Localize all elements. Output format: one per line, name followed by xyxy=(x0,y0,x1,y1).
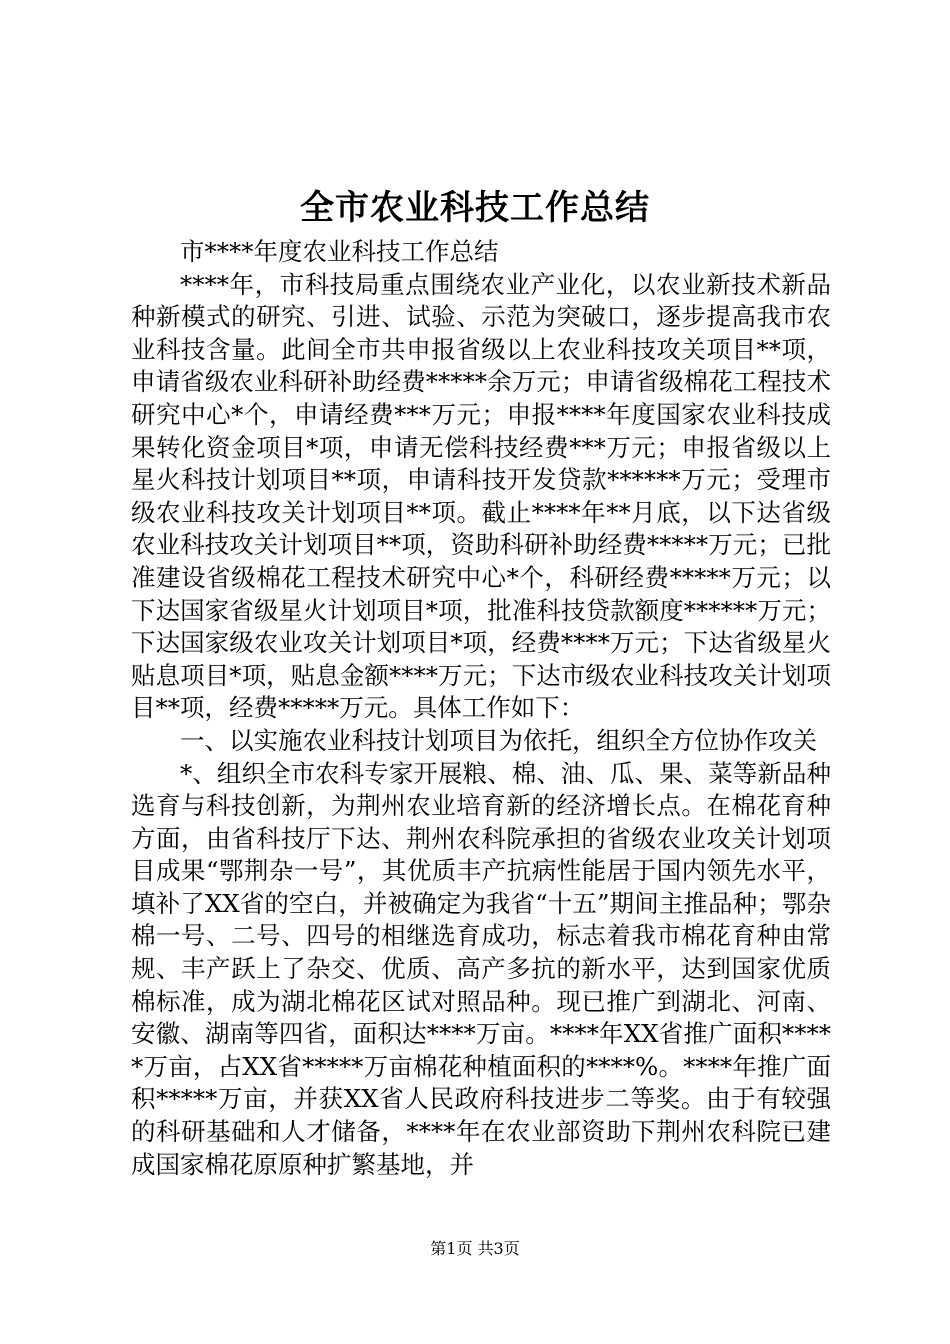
page-footer: 第1页 共3页 xyxy=(430,1239,520,1258)
section-heading-1: 一、以实施农业科技计划项目为依托，组织全方位协作攻关 xyxy=(180,725,817,755)
document-title: 全市农业科技工作总结 xyxy=(300,188,650,228)
report-subtitle-paragraph: 市****年度农业科技工作总结 xyxy=(180,237,499,266)
overview-paragraph: ****年，市科技局重点围绕农业产业化，以农业新技术新品种新模式的研究、引进、试验、示范为突破口，逐步提高我市农业科技含量。此间全市共申报省级以上农业科技攻关项目**项，申请省级农业科研补助经费*****余万元；申请省级棉花工程技术研究中心*个，申请经费***万元；申报****年度国家农业科技成果转化资金项目*项，申请无偿科技经费***万元；申报省级以上星火科技计划项目**项，申请科技开发贷款******万元；受理市级农业科技攻关计划项目**项。截止****年**月底，以下达省级农业科技攻关计划项目**项，资助科研补助经费*****万元；已批准建设省级棉花工程技术研究中心*个，科研经费*****万元；以下达国家省级星火计划项目*项，批准科技贷款额度******万元；下达国家级农业攻关计划项目*项，经费****万元；下达省级星火贴息项目*项，贴息金额****万元；下达市级农业科技攻关计划项目**项，经费*****万元。具体工作如下： xyxy=(131,269,831,723)
breeding-paragraph: *、组织全市农科专家开展粮、棉、油、瓜、果、菜等新品种选育与科技创新，为荆州农业培育新的经济增长点。在棉花育种方面，由省科技厅下达、荆州农科院承担的省级农业攻关计划项目成果“鄂荆杂一号”，其优质丰产抗病性能居于国内领先水平，填补了XX省的空白，并被确定为我省“十五”期间主推品种；鄂杂棉一号、二号、四号的相继选育成功，标志着我市棉花育种由常规、丰产跃上了杂交、优质、高产多抗的新水平，达到国家优质棉标准，成为湖北棉花区试对照品种。现已推广到湖北、河南、安徽、湖南等四省，面积达****万亩。****年XX省推广面积*****万亩，占XX省*****万亩棉花种植面积的****%。****年推广面积*****万亩，并获XX省人民政府科技进步二等奖。由于有较强的科研基础和人才储备，****年在农业部资助下荆州农科院已建成国家棉花原原种扩繁基地，并 xyxy=(131,758,831,1179)
document-body xyxy=(131,236,831,1181)
